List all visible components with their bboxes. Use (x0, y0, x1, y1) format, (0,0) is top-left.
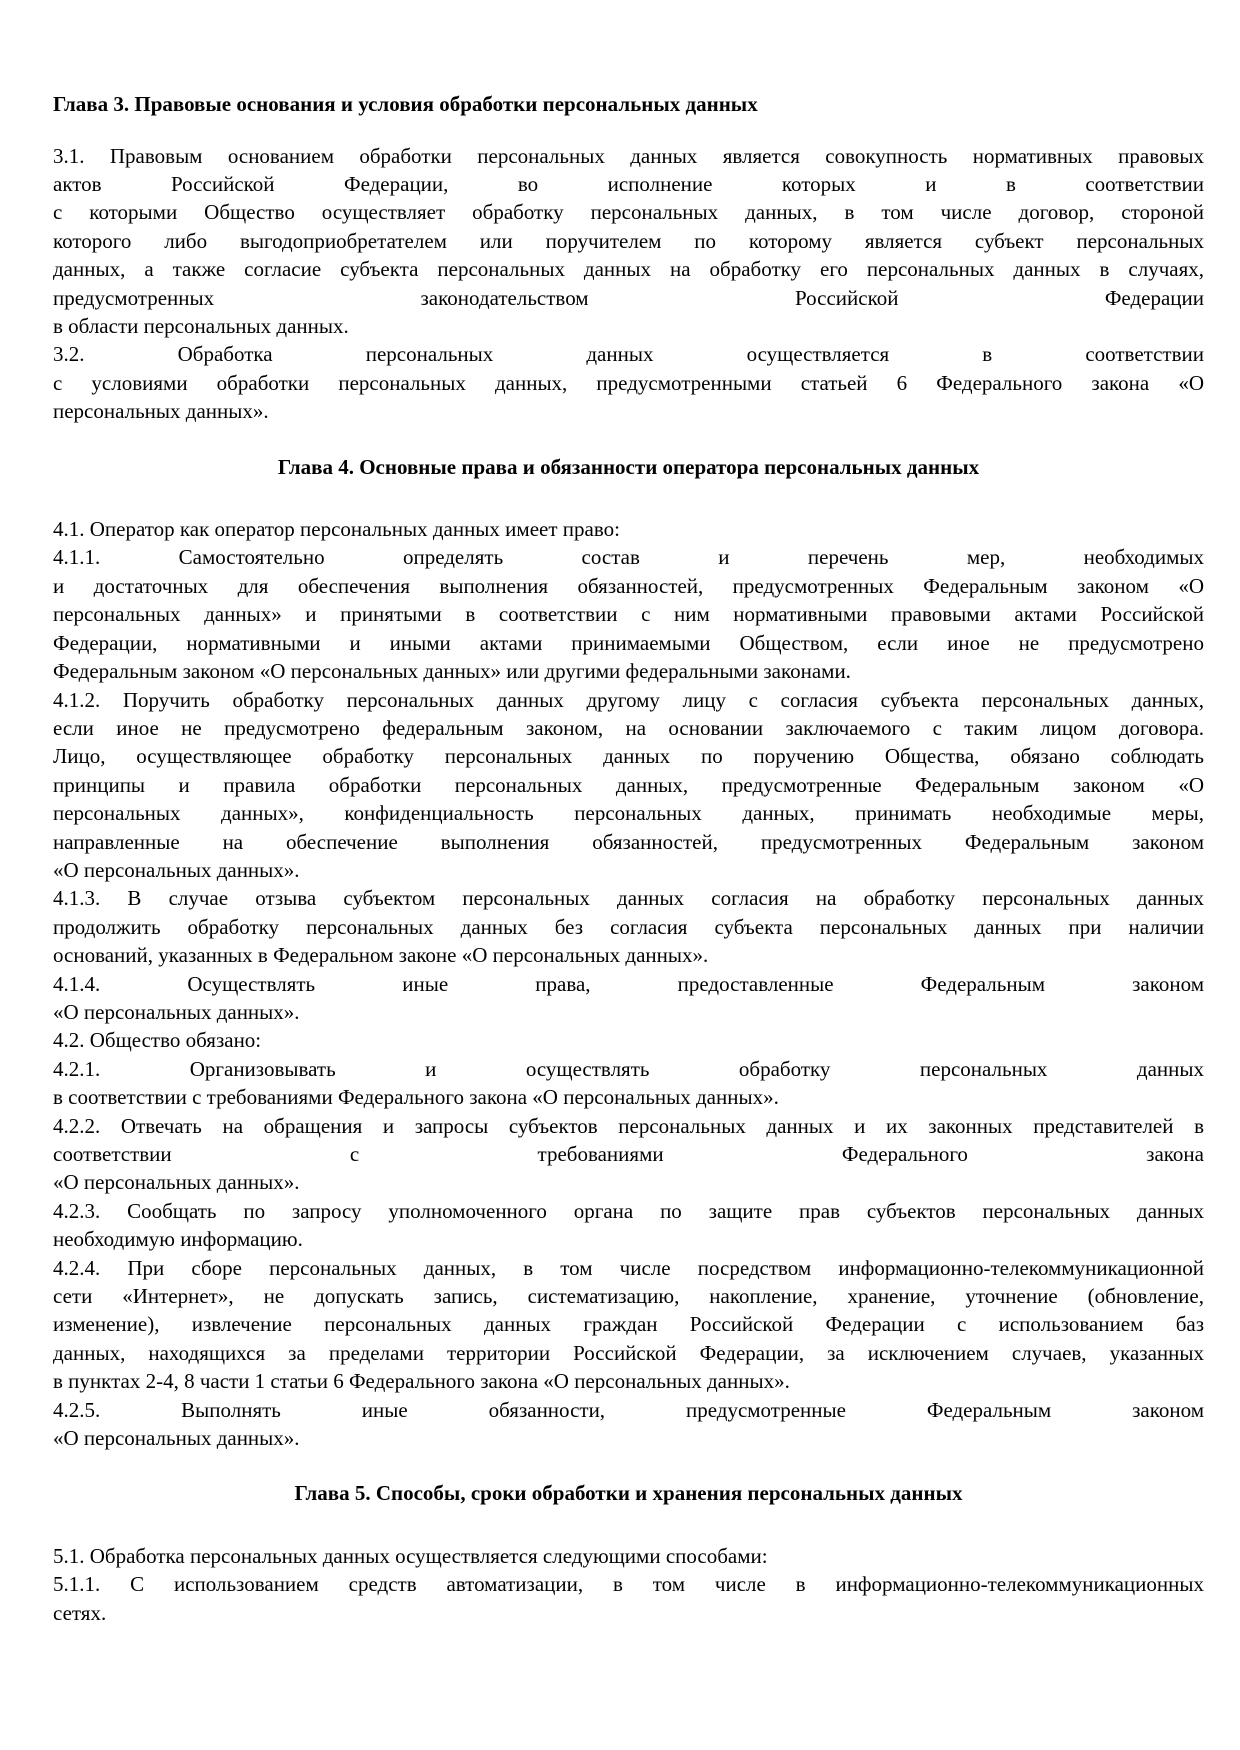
clause-3-1-line-6: предусмотренных законодательством Российской Федерации (53, 285, 1204, 310)
clause-4-1-2-line-4: принципы и правила обработки персональных данных, предусмотренные Федеральным законом «О (53, 772, 1204, 797)
clause-4-1-1-line-5: Федеральным законом «О персональных данных» или другими федеральными законами. (53, 659, 851, 684)
clause-4-1-3 (53, 884, 1204, 969)
clause-4-2-5-line-1: 4.2.5. Выполнять иные обязанности, предусмотренные Федеральным законом (53, 1397, 1204, 1422)
clause-4-2-1-line-1: 4.2.1. Организовывать и осуществлять обработку персональных данных (53, 1056, 1204, 1081)
clause-4-1-2 (53, 686, 1204, 885)
clause-4-1-3-line-1: 4.1.3. В случае отзыва субъектом персональных данных согласия на обработку персональных данных (53, 886, 1204, 911)
clause-4-1-3-line-3: оснований, указанных в Федеральном законе «О персональных данных». (53, 943, 709, 968)
clause-4-1-2-line-2: если иное не предусмотрено федеральным законом, на основании заключаемого с таким лицом договора. (53, 715, 1204, 740)
clause-4-2-3-line-2: необходимую информацию. (53, 1227, 303, 1252)
clause-4-2-4 (53, 1254, 1204, 1396)
clause-3-2-line-3: персональных данных». (53, 399, 269, 424)
chapter-5-heading: Глава 5. Способы, сроки обработки и хранения персональных данных (294, 1481, 963, 1506)
clause-5-1-1-line-2: сетях. (53, 1600, 107, 1625)
clause-4-1-1 (53, 543, 1204, 685)
clause-3-2-line-1: 3.2. Обработка персональных данных осуществляется в соответствии (53, 342, 1204, 367)
clause-4-2-2-line-2: соответствии с требованиями Федерального закона (53, 1142, 1204, 1166)
clause-3-1-line-2: актов Российской Федерации, во исполнение которых и в соответствии (53, 171, 1204, 196)
clause-4-1-1-line-4: Федерации, нормативными и иными актами принимаемыми Обществом, если иное не предусмотрено (53, 630, 1204, 655)
clause-4-1-4-line-2: «О персональных данных». (53, 999, 300, 1024)
clause-3-2 (53, 340, 1204, 425)
clause-4-2 (53, 1026, 1204, 1054)
clause-4-1-line-1: 4.1. Оператор как оператор персональных данных имеет право: (53, 517, 620, 542)
clause-4-2-2 (53, 1112, 1204, 1197)
clause-3-2-line-2: с условиями обработки персональных данных, предусмотренными статьей 6 Федерального закона «О (53, 370, 1204, 395)
clause-4-1-1-line-1: 4.1.1. Самостоятельно определять состав и перечень мер, необходимых (53, 545, 1204, 570)
clause-5-1-line-1: 5.1. Обработка персональных данных осуществляется следующими способами: (53, 1543, 768, 1568)
clause-4-2-3-line-1: 4.2.3. Сообщать по запросу уполномоченного органа по защите прав субъектов персональных данных (53, 1198, 1204, 1223)
clause-4-2-4-line-2: сети «Интернет», не допускать запись, систематизацию, накопление, хранение, уточнение (обновление, (53, 1284, 1204, 1309)
clause-4-1-4 (53, 970, 1204, 1027)
clause-3-1-line-5: данных, а также согласие субъекта персональных данных на обработку его персональных данных в случаях, (53, 257, 1204, 282)
clause-3-1-line-7: в области персональных данных. (53, 313, 349, 338)
clause-3-1-line-4: которого либо выгодоприобретателем или поручителем по которому является субъект персональных (53, 228, 1204, 253)
clause-4-1 (53, 515, 1204, 543)
clause-4-1-1-line-3: персональных данных» и принятыми в соответствии с ним нормативными правовыми актами Российской (53, 602, 1204, 627)
clause-4-1-3-line-2: продолжить обработку персональных данных без согласия субъекта персональных данных при наличии (53, 914, 1204, 939)
clause-4-1-2-line-1: 4.1.2. Поручить обработку персональных данных другому лицу с согласия субъекта персональных данных, (53, 687, 1204, 712)
clause-4-1-2-line-6: направленные на обеспечение выполнения обязанностей, предусмотренных Федеральным законом (53, 829, 1204, 854)
clause-4-1-2-line-5: персональных данных», конфиденциальность персональных данных, принимать необходимые меры, (53, 801, 1204, 826)
clause-4-2-2-line-3: «О персональных данных». (53, 1170, 300, 1195)
clause-4-2-1 (53, 1055, 1204, 1112)
clause-4-2-4-line-5: в пунктах 2-4, 8 части 1 статьи 6 Федерального закона «О персональных данных». (53, 1369, 790, 1394)
clause-5-1-1 (53, 1570, 1204, 1627)
clause-4-2-5-line-2: «О персональных данных». (53, 1426, 300, 1451)
clause-5-1 (53, 1542, 1204, 1570)
clause-3-1-line-3: с которыми Общество осуществляет обработку персональных данных, в том числе договор, стороной (53, 200, 1204, 225)
clause-3-1 (53, 142, 1204, 341)
document-body (53, 90, 1204, 1627)
clause-4-1-2-line-7: «О персональных данных». (53, 857, 300, 882)
clause-4-2-5 (53, 1396, 1204, 1453)
clause-4-2-4-line-1: 4.2.4. При сборе персональных данных, в том числе посредством информационно-телекоммуникационной (53, 1255, 1204, 1280)
clause-4-1-2-line-3: Лицо, осуществляющее обработку персональных данных по поручению Общества, обязано соблюдать (53, 744, 1204, 769)
clause-5-1-1-line-1: 5.1.1. С использованием средств автоматизации, в том числе в информационно-телекоммуникационных (53, 1572, 1204, 1597)
clause-4-2-4-line-4: данных, находящихся за пределами территории Российской Федерации, за исключением случаев, указанных (53, 1340, 1204, 1365)
clause-4-2-line-1: 4.2. Общество обязано: (53, 1028, 262, 1053)
chapter-4-heading: Глава 4. Основные права и обязанности оператора персональных данных (277, 454, 980, 479)
clause-4-2-4-line-3: изменение), извлечение персональных данных граждан Российской Федерации с использованием баз (53, 1312, 1204, 1337)
chapter-3-heading: Глава 3. Правовые основания и условия обработки персональных данных (53, 92, 758, 116)
clause-4-2-3 (53, 1197, 1204, 1254)
clause-4-1-4-line-1: 4.1.4. Осуществлять иные права, предоставленные Федеральным законом (53, 971, 1204, 996)
clause-4-2-1-line-2: в соответствии с требованиями Федерального закона «О персональных данных». (53, 1085, 779, 1110)
clause-3-1-line-1: 3.1. Правовым основанием обработки персональных данных является совокупность нормативных правовых (53, 143, 1204, 168)
clause-4-2-2-line-1: 4.2.2. Отвечать на обращения и запросы субъектов персональных данных и их законных представителей в (53, 1113, 1204, 1138)
clause-4-1-1-line-2: и достаточных для обеспечения выполнения обязанностей, предусмотренных Федеральным законом «О (53, 573, 1204, 598)
